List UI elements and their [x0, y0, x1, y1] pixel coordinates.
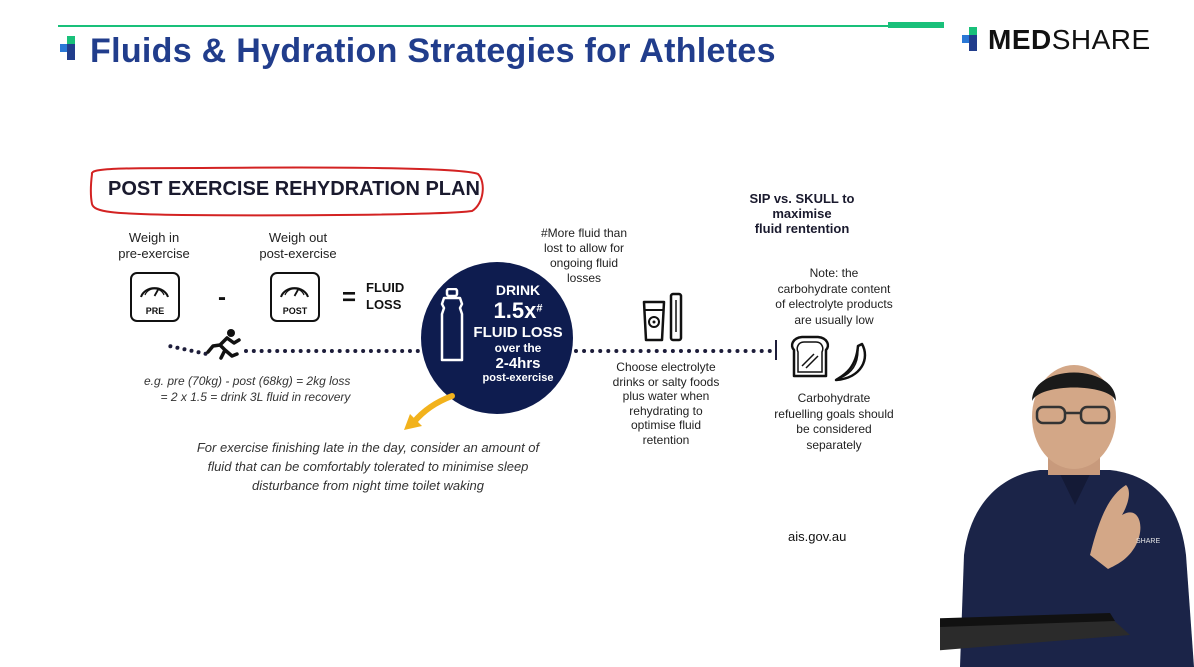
carb-content-note: Note: the carbohydrate content of electrolyte products are usually low — [775, 266, 893, 327]
fluid-loss-label: FLUID LOSS — [366, 280, 405, 312]
runner-icon — [204, 328, 242, 366]
weigh-out-label: Weigh out post-exercise — [259, 230, 337, 261]
bread-icon — [788, 334, 832, 380]
drink-cup-icon — [640, 292, 688, 344]
dotted-path — [168, 344, 208, 356]
drink-footnote-mark: # — [536, 302, 543, 315]
path-end-marker — [775, 340, 777, 360]
banana-icon — [828, 340, 872, 384]
dotted-path — [574, 349, 772, 353]
scale-post-label: POST — [282, 306, 308, 316]
scale-pre-label: PRE — [145, 306, 165, 316]
carb-goal-note: Carbohydrate refuelling goals should be considered separately — [774, 391, 894, 452]
header-divider-accent — [888, 22, 944, 28]
medshare-logo — [962, 22, 1151, 58]
plan-heading: POST EXERCISE REHYDRATION PLAN — [108, 178, 480, 200]
svg-text:SHARE: SHARE — [1136, 538, 1161, 545]
drink-over: over the — [494, 341, 542, 355]
electrolyte-note: Choose electrolyte drinks or salty foods plus water when rehydrating to optimise fluid retention — [612, 360, 720, 447]
example-calculation: e.g. pre (70kg) - post (68kg) = 2kg loss = 2 x 1.5 = drink 3L fluid in recovery — [144, 374, 351, 404]
scale-icon — [270, 272, 320, 322]
more-fluid-note: #More fluid than lost to allow for ongoing fluid losses — [540, 226, 628, 285]
logo-text-bold: MED — [988, 24, 1052, 55]
minus-sign: - — [218, 284, 226, 311]
source-credit: ais.gov.au — [788, 529, 847, 544]
drink-multiplier: 1.5x — [493, 298, 537, 323]
equals-sign: = — [342, 284, 357, 311]
sip-vs-skull-title: SIP vs. SKULL to maximise fluid rentention — [749, 191, 855, 236]
drink-hours: 2-4hrs — [495, 355, 541, 372]
drink-label: DRINK — [495, 282, 541, 298]
logo-text-light: SHARE — [1051, 24, 1151, 55]
drink-fluid-loss: FLUID LOSS — [473, 324, 563, 341]
presenter-video — [940, 355, 1194, 667]
weigh-in-label: Weigh in pre-exercise — [118, 230, 190, 261]
arrow-icon — [396, 392, 456, 436]
bottle-icon — [436, 288, 468, 364]
late-exercise-note: For exercise finishing late in the day, consider an amount of fluid that can be comfortably tolerated to minimise sleep disturbance from night time toilet waking — [196, 440, 540, 493]
drink-instruction — [468, 282, 568, 384]
scale-icon — [130, 272, 180, 322]
slide-title: Fluids & Hydration Strategies for Athletes — [90, 32, 776, 70]
drink-post-exercise: post-exercise — [482, 372, 554, 384]
medshare-cross-icon — [962, 25, 986, 55]
medshare-cross-icon — [60, 36, 84, 66]
dotted-path — [244, 349, 420, 353]
header-divider — [58, 25, 890, 27]
